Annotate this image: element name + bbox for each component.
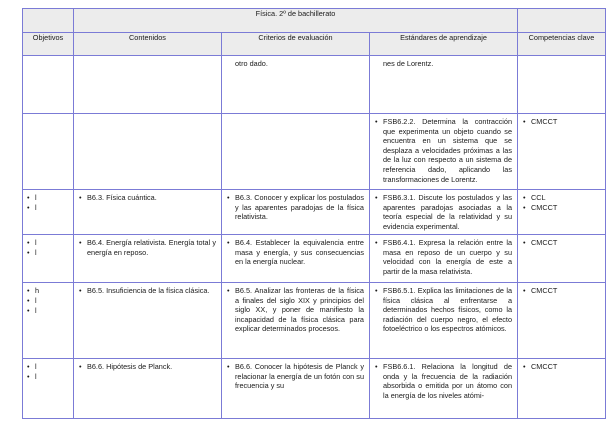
criterios-cell [222,283,370,359]
objetivo-item [27,193,73,203]
estandares-content [370,235,517,278]
estandar-item-text: FSB6.3.1. Discute los postulados y las aparentes paradojas asociadas a la teoría especial de la relatividad y su evidencia experimental. [383,193,513,231]
competencia-item-text: CCL [531,193,546,202]
table-row [23,190,606,235]
objetivos-cell [23,235,74,283]
bullet-marker: • [27,193,30,202]
objetivos-cell [23,359,74,419]
objetivo-item-text: l [35,193,37,202]
objetivos-list [23,190,73,213]
bullet-marker: • [227,238,230,247]
table-row [23,114,606,190]
competencias-list [518,283,605,298]
bullet-marker: • [523,362,526,371]
estandar-item [375,238,512,276]
table-body [23,56,606,419]
criterios-content [222,56,369,71]
bullet-marker: • [79,193,82,202]
column-header-contenidos: Contenidos [74,33,222,56]
bullet-marker: • [27,238,30,247]
bullet-marker: • [27,203,30,213]
competencia-item [523,238,600,248]
curriculum-table [22,8,606,419]
estandar-item-text: FSB6.5.1. Explica las limitaciones de la física clásica al enfrentarse a determinados hechos físicos, como la radiación del cuerpo negro, el efecto fotoeléctrico o los espectros atómicos. [383,286,513,334]
criterio-continuation: otro dado. [235,59,268,68]
estandares-cell [370,114,518,190]
objetivos-cell [23,114,74,190]
estandar-item [375,193,512,231]
contenidos-cell [74,114,222,190]
bullet-marker: • [375,238,378,247]
bullet-marker: • [523,286,526,295]
objetivos-cell [23,56,74,114]
contenidos-cell [74,359,222,419]
competencias-cell [518,114,606,190]
estandares-cell [370,283,518,359]
contenido-item [79,193,216,203]
estandares-content [370,190,517,233]
objetivo-item [27,296,73,306]
contenidos-content [74,190,221,205]
objetivo-item [27,203,73,213]
competencias-cell [518,235,606,283]
objetivos-list [23,359,73,382]
competencias-list [518,235,605,250]
criterios-cell [222,359,370,419]
estandares-cell [370,359,518,419]
competencia-item [523,286,600,296]
bullet-marker: • [375,286,378,295]
bullet-marker: • [523,117,526,126]
table-title: Física. 2º de bachillerato [74,9,518,33]
bullet-marker: • [227,286,230,295]
criterio-item-text: B6.4. Establecer la equivalencia entre masa y energía, y sus consecuencias en la energía nuclear. [235,238,364,267]
competencias-list [518,359,605,374]
criterio-item [227,238,364,267]
competencia-item-text: CMCCT [531,362,558,371]
bullet-marker: • [523,238,526,247]
criterios-content [222,283,369,336]
competencias-list [518,190,605,214]
objetivo-item-text: l [35,296,37,306]
contenido-item-text: B6.5. Insuficiencia de la física clásica. [87,286,210,295]
table-title-row [23,9,606,33]
bullet-marker: • [227,193,230,202]
contenidos-content [74,283,221,298]
table-row [23,359,606,419]
objetivos-cell [23,283,74,359]
estandares-content [370,283,517,336]
header-empty-cell [518,9,606,33]
estandares-cell [370,235,518,283]
criterio-item [227,286,364,334]
estandar-item-text: FSB6.2.2. Determina la contracción que experimenta un objeto cuando se encuentra en un sistema que se desplaza a velocidades próximas a las de la luz con respecto a un sistema de referencia dado, aplicando las transformaciones de Lorentz. [383,117,513,184]
competencias-cell [518,190,606,235]
bullet-marker: • [27,306,30,316]
contenido-item-text: B6.6. Hipótesis de Planck. [87,362,173,371]
criterios-cell [222,114,370,190]
objetivo-item [27,306,73,316]
estandares-content [370,56,517,71]
estandar-item [375,286,512,334]
contenido-item [79,286,216,296]
criterios-content [222,190,369,224]
objetivo-item [27,238,73,248]
objetivo-item-text: l [35,306,37,316]
objetivo-item-text: l [35,248,37,258]
bullet-marker: • [27,286,30,295]
competencia-item-text: CMCCT [531,286,558,295]
bullet-marker: • [79,362,82,371]
column-header-criterios: Criterios de evaluación [222,33,370,56]
column-header-estandares: Estándares de aprendizaje [370,33,518,56]
estandares-cell [370,190,518,235]
criterios-cell [222,235,370,283]
bullet-marker: • [27,362,30,371]
contenidos-cell [74,283,222,359]
bullet-marker: • [79,286,82,295]
competencias-cell [518,283,606,359]
competencias-list [518,114,605,129]
competencia-item [523,362,600,372]
criterio-item [227,193,364,222]
competencia-item [523,117,600,127]
bullet-marker: • [375,362,378,371]
objetivo-item-text: l [35,362,37,371]
criterios-cell [222,56,370,114]
competencia-item-text: CMCCT [531,117,558,126]
bullet-marker: • [375,117,378,126]
contenidos-content [74,359,221,374]
table-row [23,283,606,359]
table-row [23,235,606,283]
criterios-cell [222,190,370,235]
estandares-content [370,114,517,186]
objetivo-item [27,372,73,382]
contenidos-cell [74,235,222,283]
competencia-item [523,203,600,213]
objetivos-cell [23,190,74,235]
objetivos-list [23,235,73,258]
contenido-item [79,238,216,257]
estandares-cell [370,56,518,114]
objetivo-item [27,248,73,258]
bullet-marker: • [523,202,526,212]
estandar-item [375,117,512,184]
contenidos-content [74,235,221,259]
estandares-content [370,359,517,402]
objetivo-item-text: h [35,286,40,295]
header-empty-cell [23,9,74,33]
bullet-marker: • [375,193,378,202]
bullet-marker: • [79,238,82,247]
competencia-item-text: CMCCT [531,202,558,212]
column-header-row [23,33,606,56]
competencias-cell [518,56,606,114]
objetivo-item [27,286,73,296]
estandar-item-text: FSB6.4.1. Expresa la relación entre la masa en reposo de un cuerpo y su velocidad con la energía de este a partir de la masa relativista. [383,238,513,276]
criterios-content [222,359,369,393]
criterio-item-text: B6.5. Analizar las fronteras de la física a finales del siglo XIX y principios del siglo XX, y poner de manifiesto la incapacidad de la física clásica para explicar determinados procesos. [235,286,364,334]
estandar-item [375,362,512,400]
estandar-item-text: FSB6.6.1. Relaciona la longitud de onda y la frecuencia de la radiación absorbida o emitida por un átomo con la energía de los niveles atómi- [383,362,513,400]
contenidos-cell [74,190,222,235]
contenido-item [79,362,216,372]
bullet-marker: • [523,193,526,202]
estandar-continuation: nes de Lorentz. [383,59,434,68]
bullet-marker: • [27,248,30,258]
table-row [23,56,606,114]
objetivo-item-text: l [35,203,37,213]
competencia-item [523,193,600,203]
bullet-marker: • [27,372,30,382]
objetivo-item-text: l [35,238,37,247]
criterios-content [222,235,369,269]
criterio-item [227,362,364,391]
criterio-item-text: B6.3. Conocer y explicar los postulados y las aparentes paradojas de la física relativista. [235,193,364,222]
bullet-marker: • [27,296,30,306]
competencias-cell [518,359,606,419]
column-header-objetivos: Objetivos [23,33,74,56]
contenido-item-text: B6.4. Energía relativista. Energía total y energía en reposo. [87,238,216,257]
objetivo-item-text: l [35,372,37,382]
contenido-item-text: B6.3. Física cuántica. [87,193,157,202]
contenidos-cell [74,56,222,114]
objetivo-item [27,362,73,372]
bullet-marker: • [227,362,230,371]
criterio-item-text: B6.6. Conocer la hipótesis de Planck y relacionar la energía de un fotón con su frecuencia y su [235,362,364,391]
competencia-item-text: CMCCT [531,238,558,247]
column-header-competencias: Competencias clave [518,33,606,56]
objetivos-list [23,283,73,316]
